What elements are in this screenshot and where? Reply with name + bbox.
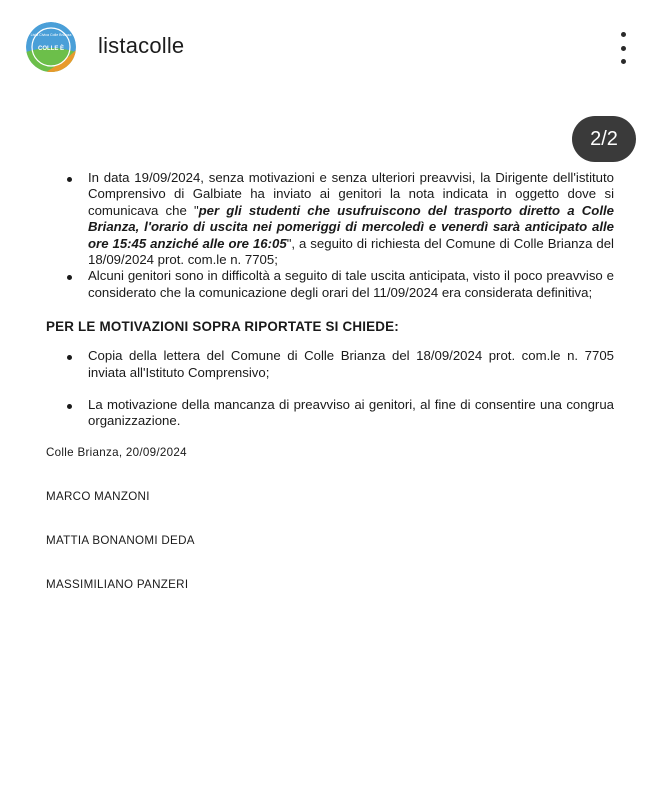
dot [621,46,626,51]
bullet1-text: In data 19/09/2024, senza motivazioni e senza ulteriori preavvisi, la Dirigente dell'istituto Comprensivo di Galbiate ha inviato ai genitori la nota indicata in oggetto dove si comunicava che " [88,170,614,218]
section-title: PER LE MOTIVAZIONI SOPRA RIPORTATE SI CHIEDE: [46,319,399,335]
more-options-icon[interactable] [612,32,634,64]
lista-colle-logo-icon [26,22,76,72]
profile-avatar[interactable] [26,22,76,72]
list-item: Alcuni genitori sono in difficoltà a seguito di tale uscita anticipata, visto il poco preavviso e considerato che la comunicazione degli orari del 11/09/2024 era considerata definitiva; [88,268,614,300]
facts-list [46,170,614,301]
dot [621,59,626,64]
signatory-2: MATTIA BONANOMI DEDA [46,533,195,547]
requests-list [46,348,614,430]
post-header [0,0,661,96]
list-item [88,170,614,268]
dot [621,32,626,37]
place-date: Colle Brianza, 20/09/2024 [46,445,187,459]
avatar-text-center: COLLE È [37,46,65,52]
bullet1-text-end: ", a seguito di richiesta del Comune di Colle Brianza del 18/09/2024 prot. com.le n. 7705; [88,235,614,268]
page-counter-badge: 2/2 [572,116,636,162]
signatory-1: MARCO MANZONI [46,489,150,503]
list-item: Copia della lettera del Comune di Colle Brianza del 18/09/2024 prot. com.le n. 7705 inviata all'Istituto Comprensivo; [88,348,614,380]
post-username[interactable]: listacolle [98,33,185,58]
bullet1-bold-quote: per gli studenti che usufruiscono del trasporto diretto a Colle Brianza, l'orario di uscita nei pomeriggi di mercoledì e venerdì sarà anticipato alle ore 15:45 anziché alle ore 16:05 [88,202,614,251]
document-content [46,170,614,591]
avatar-text-top: Lista Civica Colle Brianza [30,33,72,37]
list-item: La motivazione della mancanza di preavviso ai genitori, al fine di consentire una congrua organizzazione. [88,397,614,429]
signatory-3: MASSIMILIANO PANZERI [46,577,189,591]
